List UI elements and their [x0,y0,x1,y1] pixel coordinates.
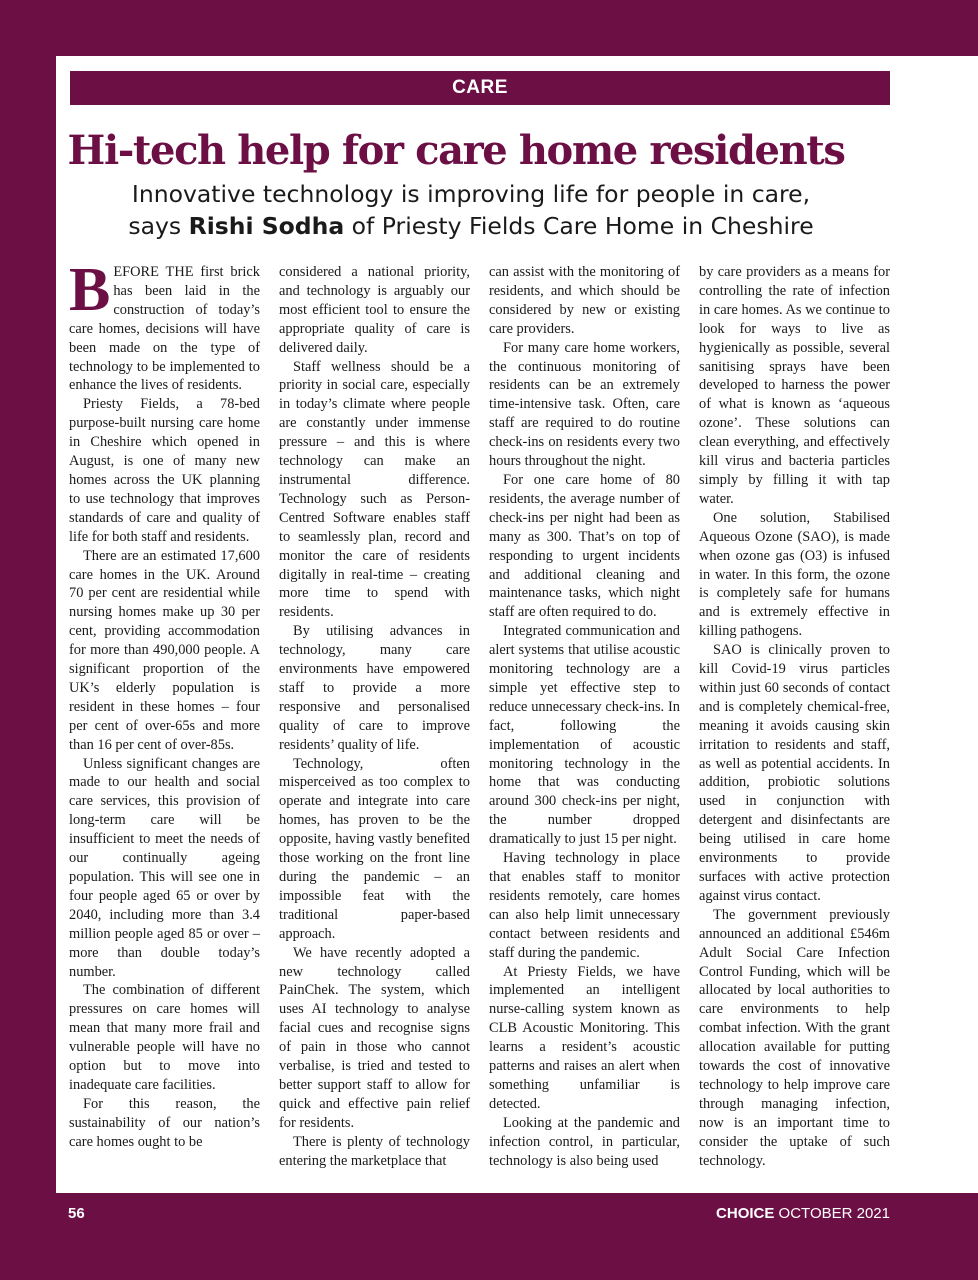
paragraph: can assist with the monitoring of residents, and which should be considered by new or existing care providers. [489,264,680,337]
standfirst-suffix: of Priesty Fields Care Home in Cheshire [344,212,814,240]
paragraph: Integrated communication and alert systems that utilise acoustic monitoring technology are a simple yet effective step to reduce unnecessary check-ins. In fact, following the implementation of acoustic monitoring technology in the home that was conducting around 300 check-ins per night, the number dropped dramatically to just 15 per night. [489,623,680,848]
paragraph: For one care home of 80 residents, the average number of check-ins per night had been as many as 300. That’s on top of responding to urgent incidents and additional cleaning and maintenance tasks, which night staff are often required to do. [489,471,680,621]
section-label: CARE [70,71,890,105]
paragraph: Having technology in place that enables staff to monitor residents remotely, care homes can also help limit unnecessary contact between residents and staff during the pandemic. [489,850,680,961]
paragraph: For this reason, the sustainability of our nation’s care homes ought to be [69,1095,260,1150]
paragraph: considered a national priority, and technology is arguably our most efficient tool to ensure the appropriate quality of care is delivered daily. [279,264,470,356]
column-2 [279,263,470,1171]
article-body [69,256,891,1183]
page-number: 56 [68,1205,85,1222]
article-headline: Hi-tech help for care home residents [67,127,845,174]
magazine-name: CHOICE [716,1205,775,1222]
paragraph: by care providers as a means for controlling the rate of infection in care homes. As we continue to look for ways to live as hygienically as possible, several sanitising sprays have been developed to harness the power of what is known as ‘aqueous ozone’. These solutions can clean everything, and effectively kill virus and bacteria particles simply by filling it with tap water. [699,264,890,507]
paragraph: One solution, Stabilised Aqueous Ozone (SAO), is made when ozone gas (O3) is infused in water. In this form, the ozone is completely safe for humans and is extremely effective in killing pathogens. [699,509,890,640]
paragraph: Priesty Fields, a 78-bed purpose-built nursing care home in Cheshire which opened in August, is one of many new homes across the UK planning to use technology that improves standards of care and quality of life for both staff and residents. [69,396,260,545]
issue-date: OCTOBER 2021 [774,1205,890,1222]
paragraph: There is plenty of technology entering the marketplace that [279,1133,470,1169]
paragraph: SAO is clinically proven to kill Covid-19 virus particles within just 60 seconds of contact and is completely chemical-free, meaning it avoids causing skin irritation to residents and staff, as well as potential accidents. In addition, probiotic solutions used in conjunction with detergent and disinfectants are being utilised in care home environments to provide surfaces with active protection against virus contact. [699,642,890,904]
magazine-page [56,56,978,1193]
paragraph: For many care home workers, the continuous monitoring of residents can be an extremely time-intensive task. Often, care staff are required to do routine check-ins on residents every two hours throughout the night. [489,339,680,470]
paragraph: By utilising advances in technology, many care environments have empowered staff to provide a more responsive and personalised quality of care to improve residents’ quality of life. [279,623,470,753]
column-1 [69,256,260,1152]
article-standfirst [56,178,886,242]
standfirst-line1: Innovative technology is improving life for people in care, [131,180,811,208]
paragraph: Technology, often misperceived as too complex to operate and integrate into care homes, has proven to be the opposite, having vastly benefited those working on the front line during the pandemic – an impossible feat with the traditional paper-based approach. [279,755,470,942]
paragraph: The combination of different pressures on care homes will mean that many more frail and vulnerable people will have no option but to move into inadequate care facilities. [69,982,260,1093]
paragraph: The government previously announced an additional £546m Adult Social Care Infection Control Funding, which will be allocated by local authorities to care environments to help combat infection. With the grant allocation available for putting towards the cost of innovative technology to help improve care through managing infection, now is an important time to consider the uptake of such technology. [699,906,890,1169]
paragraph: At Priesty Fields, we have implemented an intelligent nurse-calling system known as CLB Acoustic Monitoring. This learns a resident’s acoustic patterns and raises an alert when something unfamiliar is detected. [489,963,680,1112]
paragraph: Unless significant changes are made to our health and social care services, this provision of long-term care will be insufficient to meet the needs of our continually ageing population. This will see one in four people aged 65 or over by 2040, including more than 3.4 million people aged 85 or over – more than double today’s number. [69,755,260,980]
paragraph: There are an estimated 17,600 care homes in the UK. Around 70 per cent are residential while nursing homes make up 30 per cent, providing accommodation for more than 490,000 people. A significant proportion of the UK’s elderly population is resident in these homes – four per cent of over-65s and more than 16 per cent of over-85s. [69,547,260,753]
drop-cap: B [69,256,111,324]
author-name: Rishi Sodha [188,212,345,240]
column-4 [699,263,890,1171]
paragraph: Staff wellness should be a priority in social care, especially in today’s climate where people are constantly under immense pressure – and this is where technology can make an instrumental difference. Technology such as Person-Centred Software enables staff to seamlessly plan, record and monitor the care of residents digitally in real-time – creating more time to spend with residents. [279,358,470,621]
paragraph: We have recently adopted a new technology called PainChek. The system, which uses AI technology to analyse facial cues and recognise signs of pain in those who cannot verbalise, is tried and tested to better support staff to allow for quick and effective pain relief for residents. [279,944,470,1131]
opening-text: EFORE THE first brick has been laid in the construction of today’s care homes, decisions will have been made on the type of technology to be implemented to enhance the lives of residents. [69,264,260,394]
paragraph [69,256,260,395]
column-3 [489,263,680,1171]
magazine-issue [716,1205,890,1222]
standfirst-prefix: says [128,212,189,240]
paragraph: Looking at the pandemic and infection control, in particular, technology is also being used [489,1114,680,1169]
